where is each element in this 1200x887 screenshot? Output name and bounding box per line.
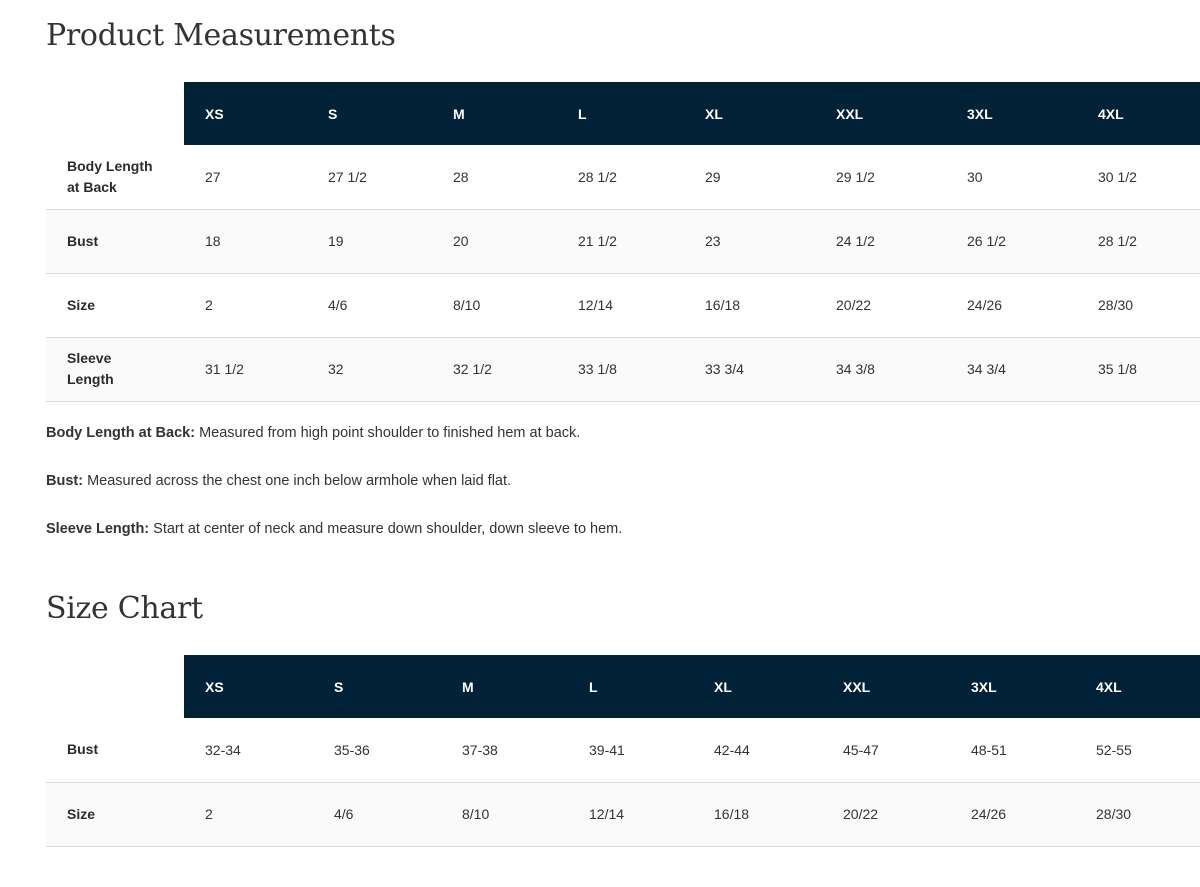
table-cell: 21 1/2: [578, 233, 617, 249]
table-cell: 28 1/2: [578, 168, 617, 185]
row-label-bust: Bust: [67, 232, 99, 249]
size-header: XS: [184, 82, 307, 145]
table-cell: 42-44: [714, 741, 750, 758]
measurements-header-row: [46, 82, 1200, 145]
table-cell: 28/30: [1098, 297, 1134, 313]
table-cell: 37-38: [462, 741, 498, 758]
row-label-sleeve-length: Sleeve Length: [67, 350, 114, 387]
table-cell: 23: [705, 233, 721, 249]
table-row: [46, 145, 1200, 209]
row-label-body-length: Body Length at Back: [67, 157, 153, 195]
table-row: [46, 782, 1200, 846]
size-header: XL: [693, 655, 822, 718]
table-row: [46, 337, 1200, 401]
size-chart-table: [46, 655, 1200, 847]
table-row: [46, 718, 1200, 782]
size-header: 4XL: [1077, 82, 1200, 145]
header-corner: [46, 655, 184, 718]
table-cell: 33 1/8: [578, 361, 617, 377]
row-label-size: Size: [67, 296, 96, 313]
table-cell: 39-41: [589, 741, 625, 758]
table-cell: 2: [205, 806, 213, 822]
table-cell: 29 1/2: [836, 168, 875, 185]
table-cell: 24 1/2: [836, 233, 875, 249]
size-header: XS: [184, 655, 313, 718]
size-header: XXL: [815, 82, 946, 145]
table-cell: 31 1/2: [205, 361, 244, 377]
note-sleeve-length: [46, 520, 622, 538]
table-cell: 29: [705, 168, 721, 185]
table-cell: 19: [328, 233, 344, 249]
table-cell: 32: [328, 361, 344, 377]
size-header: L: [568, 655, 693, 718]
table-cell: 28/30: [1096, 806, 1132, 822]
note-bust: [46, 472, 622, 490]
row-label-size: Size: [67, 805, 96, 822]
note-text: Start at center of neck and measure down shoulder, down sleeve to hem.: [149, 521, 623, 537]
table-cell: 48-51: [971, 741, 1007, 758]
table-cell: 24/26: [967, 297, 1003, 313]
table-row: [46, 273, 1200, 337]
table-cell: 4/6: [328, 297, 348, 313]
size-header: XXL: [822, 655, 950, 718]
table-cell: 24/26: [971, 806, 1007, 822]
table-cell: 4/6: [334, 806, 354, 822]
header-corner: [46, 82, 184, 145]
table-cell: 34 3/8: [836, 361, 875, 377]
table-cell: 30 1/2: [1098, 168, 1137, 185]
table-cell: 35 1/8: [1098, 361, 1137, 377]
table-cell: 28 1/2: [1098, 233, 1137, 249]
note-term: Body Length at Back:: [46, 425, 196, 441]
table-cell: 16/18: [705, 297, 741, 313]
note-term: Bust:: [46, 473, 84, 489]
table-cell: 45-47: [843, 741, 879, 758]
table-cell: 27: [205, 168, 221, 185]
table-cell: 26 1/2: [967, 233, 1006, 249]
size-header: M: [441, 655, 568, 718]
note-body-length: [46, 424, 622, 442]
size-header: 3XL: [946, 82, 1077, 145]
table-cell: 18: [205, 233, 221, 249]
table-cell: 33 3/4: [705, 361, 744, 377]
table-cell: 20/22: [836, 297, 872, 313]
table-cell: 35-36: [334, 741, 370, 758]
size-header: M: [432, 82, 557, 145]
size-chart-title: Size Chart: [46, 591, 203, 626]
table-row: [46, 209, 1200, 273]
size-header: S: [313, 655, 441, 718]
table-cell: 8/10: [453, 297, 481, 313]
table-cell: 2: [205, 297, 213, 313]
measurement-notes: [46, 424, 622, 568]
table-cell: 28: [453, 168, 469, 185]
table-cell: 12/14: [589, 806, 625, 822]
table-cell: 20: [453, 233, 469, 249]
table-cell: 32 1/2: [453, 361, 492, 377]
note-term: Sleeve Length:: [46, 521, 150, 537]
table-cell: 52-55: [1096, 741, 1132, 758]
table-cell: 32-34: [205, 741, 241, 758]
product-measurements-table: [46, 82, 1200, 402]
size-header: XL: [684, 82, 815, 145]
size-header: L: [557, 82, 684, 145]
note-text: Measured across the chest one inch below armhole when laid flat.: [83, 473, 512, 489]
table-cell: 16/18: [714, 806, 750, 822]
size-chart-header-row: [46, 655, 1200, 718]
size-header: 4XL: [1075, 655, 1200, 718]
row-label-bust: Bust: [67, 741, 99, 758]
table-cell: 34 3/4: [967, 361, 1006, 377]
table-cell: 8/10: [462, 806, 490, 822]
table-cell: 27 1/2: [328, 168, 367, 185]
note-text: Measured from high point shoulder to finished hem at back.: [195, 425, 581, 441]
size-header: 3XL: [950, 655, 1075, 718]
table-cell: 30: [967, 168, 983, 185]
table-cell: 20/22: [843, 806, 879, 822]
size-header: S: [307, 82, 432, 145]
table-cell: 12/14: [578, 297, 614, 313]
product-measurements-title: Product Measurements: [46, 18, 396, 53]
